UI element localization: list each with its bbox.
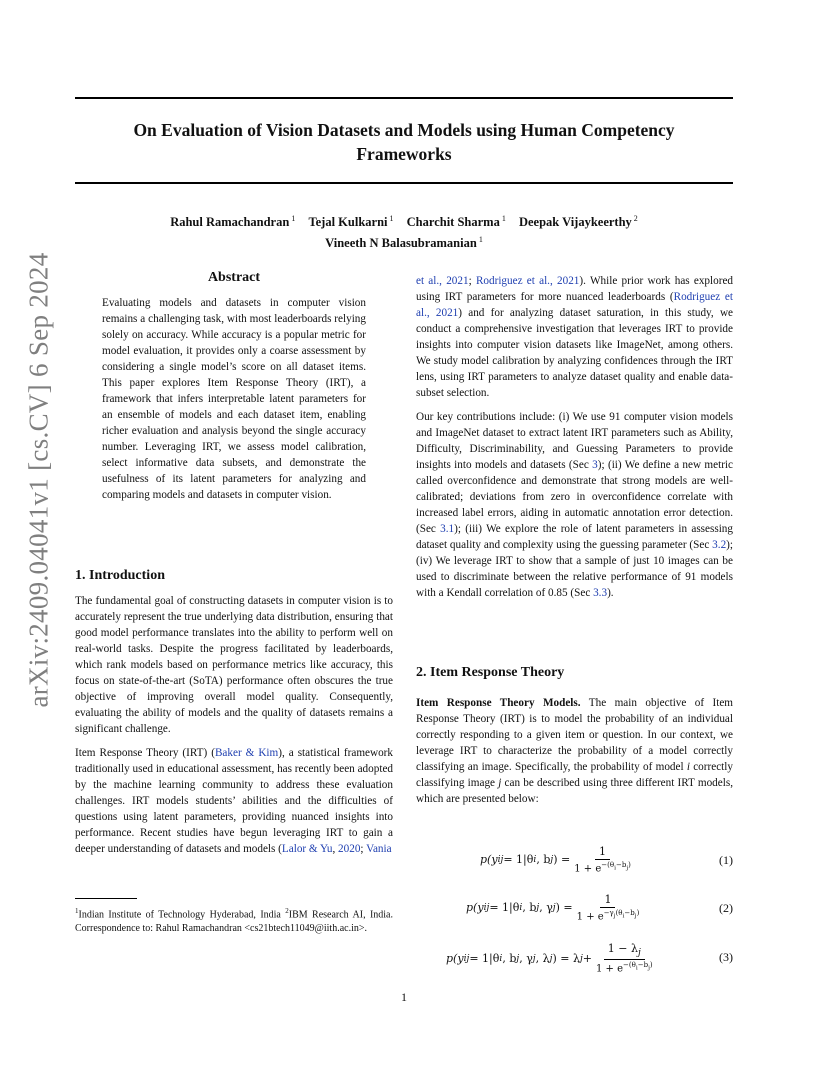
equation-3: p(y ij = 1|θ i , b j , γ j , λ j ) = λ j + $\frac{1 - \lambda_j}{1 + e^{-(\theta_i-b_j)}}$ (3): [446, 942, 733, 975]
equation-number: (1): [719, 853, 733, 867]
section-ref-link[interactable]: 3: [592, 459, 598, 471]
citation-link[interactable]: Rodriguez et al., 2021: [416, 291, 733, 319]
section-ref-link[interactable]: 3.2: [712, 539, 727, 551]
intro-paragraph-2: Item Response Theory (IRT) (Baker & Kim), a statistical framework traditionally used in educational assessment, has recently been adopted by the machine learning community to address these evaluation challenges. IRT models students’ abilities and the difficulties of questions using latent parameters, providing nuanced insights into performance. Recent studies have begun leveraging IRT to gain a deeper understanding of datasets and models (Lalor & Yu, 2020; Vania: [75, 747, 394, 855]
citation-link[interactable]: Vania: [366, 843, 392, 855]
right-column-body: [416, 273, 733, 601]
section-ref-link[interactable]: 3.3: [593, 587, 608, 599]
citation-link[interactable]: 2020: [338, 843, 361, 855]
introduction-body: [75, 593, 393, 857]
citation-link[interactable]: Lalor & Yu: [281, 843, 333, 855]
author-line-2: [90, 231, 718, 252]
title-bottom-rule: [75, 182, 733, 184]
irt-section-body: [416, 695, 733, 807]
affiliation-footnote: $^1$Indian Institute of Technology Hyderabad, India $^2$IBM Research AI, India. Correspondence to: Rahul Ramachandran <cs21btech11049@iith.ac.in>.: [75, 907, 394, 935]
author: Rahul Ramachandran $^1$: [170, 214, 296, 230]
citation-link[interactable]: Baker & Kim: [214, 747, 279, 759]
author: Deepak Vijaykeerthy $^2$: [518, 214, 638, 230]
run-in-heading: Item Response Theory Models.: [416, 697, 581, 709]
arxiv-watermark: arXiv:2409.04041v1 [cs.CV] 6 Sep 2024: [23, 252, 54, 708]
right-paragraph-1: et al., 2021; Rodriguez et al., 2021). While prior work has explored using IRT parameters for more nuanced leaderboards (Rodriguez et al., 2021) and for analyzing dataset saturation, in this study, we conduct a comprehensive investigation that leverages IRT to provide insights into computer vision datasets like ImageNet, among others. We study model calibration by analyzing confidences through the IRT lens, using IRT parameters to analyze dataset quality and enable data-subset selection.: [416, 275, 734, 399]
title-top-rule: [75, 97, 733, 99]
author-line-1: [90, 210, 718, 231]
introduction-heading: 1. Introduction: [75, 568, 165, 583]
contributions-paragraph: Our key contributions include: (i) We use 91 computer vision models and ImageNet dataset to extract latent IRT parameters such as Ability, Difficulty, Discriminability, and Guessing Parameters to provide insights into models and datasets (Sec 3); (ii) We define a new metric called overconfidence and demonstrate that strong models are well-calibrated; deviations from zero in overconfidence correlate with increased label errors, aiding in automatic annotation error detection. (Sec 3.1); (iii) We explore the role of latent parameters in assessing dataset quality and complexity using the guessing parameter (Sec 3.2); (iv) We leverage IRT to show that a sample of just 10 images can be used to discriminate between the relative performance of 91 models with a Kendall correlation of 0.85 (Sec 3.3).: [416, 411, 734, 599]
citation-link[interactable]: Rodriguez et al., 2021: [475, 275, 580, 287]
equation-number: (3): [719, 950, 733, 964]
author-list: [90, 210, 718, 252]
equation-1: p(y ij = 1|θ i , b j ) = $\frac{1}{1 + e^{-(\theta_i-b_j)}}$ (1): [480, 845, 733, 875]
citation-link[interactable]: et al., 2021: [416, 275, 469, 287]
author: Vineeth N Balasubramanian $^1$: [325, 235, 483, 251]
footnote-rule: [75, 898, 137, 899]
section-ref-link[interactable]: 3.1: [440, 523, 455, 535]
irt-section-heading: 2. Item Response Theory: [416, 665, 565, 680]
intro-paragraph-1: The fundamental goal of constructing datasets in computer vision is to accurately represent the true underlying data distribution, ensuring that good model performance translates into the ability to perform well on real-world tasks. Despite the progress facilitated by leaderboards, which rank models based on performance metrics like accuracy, this focus on state-of-the-art (SoTA) performance often obscures the true objective of improving overall model quality. Consequently, evaluating the ability of models and the quality of datasets remains a significant challenge.: [75, 595, 393, 735]
equation-number: (2): [719, 901, 733, 915]
paper-title: On Evaluation of Vision Datasets and Models using Human Competency Frameworks: [133, 120, 675, 164]
abstract-text: Evaluating models and datasets in computer vision remains a challenging task, with most leaderboards relying solely on accuracy. While accuracy is a popular metric for model evaluation, it provides only a coarse assessment by considering a single model’s score on all dataset items. This paper explores Item Response Theory (IRT), a framework that infers interpretable latent parameters for an ensemble of models and each dataset item, enabling richer evaluation and analysis beyond the single accuracy number. Leveraging IRT, we assess model calibration, select informative data subsets, and demonstrate the usefulness of its latent parameters for analyzing and comparing models and datasets in computer vision.: [102, 297, 366, 501]
equation-2: p(y ij = 1|θ i , b j , γ j ) = $\frac{1}{1 + e^{-\gamma_j(\theta_i-b_j)}}$ (2): [466, 893, 733, 923]
author: Tejal Kulkarni $^1$: [308, 214, 394, 230]
irt-paragraph: Item Response Theory Models. The main objective of Item Response Theory (IRT) is to model the probability of an individual correctly responding to a given item or question. In our context, we leverage IRT to characterize the probability of a model correctly classifying an image. Specifically, the probability of model i correctly classifying image j can be described using three different IRT models, which are presented below:: [416, 697, 733, 805]
author: Charchit Sharma $^1$: [406, 214, 506, 230]
abstract-heading: Abstract: [207, 270, 261, 285]
page-number: 1: [401, 990, 407, 1004]
